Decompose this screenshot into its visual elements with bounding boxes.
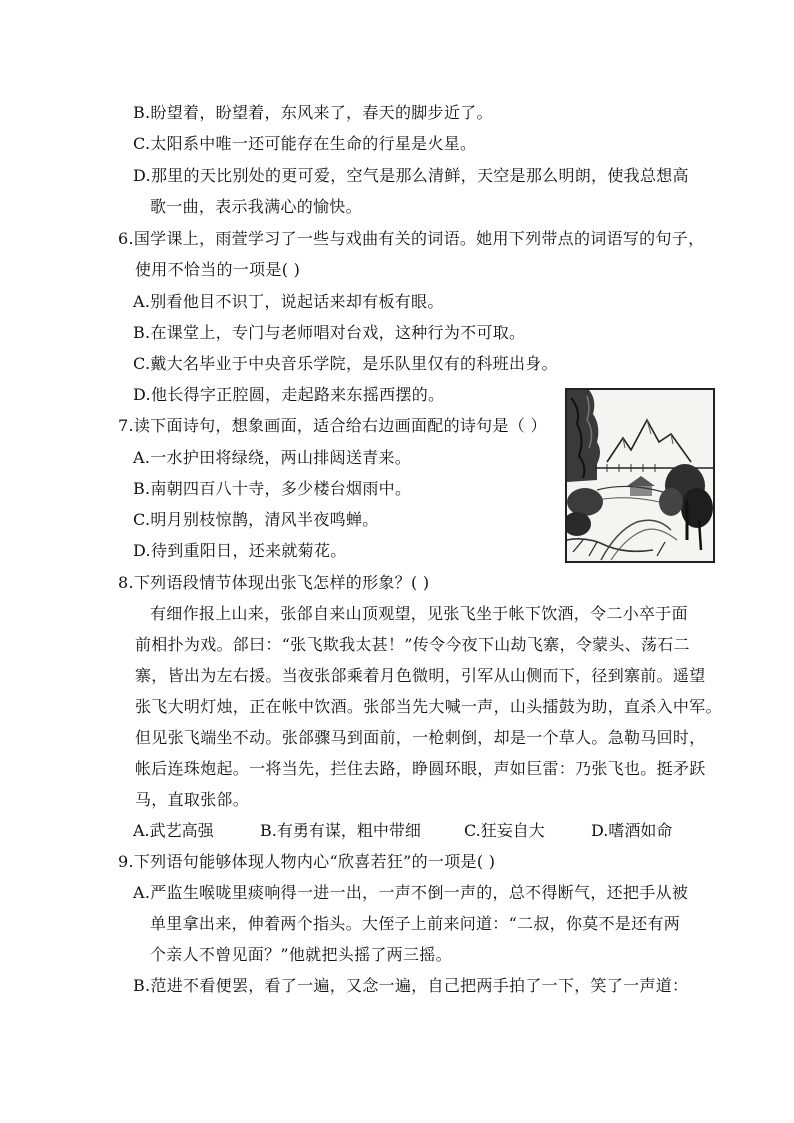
q6-option-c: C.戴大名毕业于中央音乐学院，是乐队里仅有的科班出身。 bbox=[133, 354, 558, 373]
q8-option-c: C.狂妄自大 bbox=[464, 821, 545, 840]
q9-option-a-line3: 个亲人不曾见面？”他就把头摇了两三摇。 bbox=[150, 945, 452, 964]
q8-stem: 8.下列语段情节体现出张飞怎样的形象？( ) bbox=[118, 573, 430, 592]
q8-passage-line7: 马，直取张郃。 bbox=[135, 790, 250, 809]
landscape-painting-svg bbox=[567, 390, 713, 561]
q7-option-b: B.南朝四百八十寺，多少楼台烟雨中。 bbox=[133, 479, 412, 498]
q8-passage-line4: 张飞大明灯烛，正在帐中饮酒。张郃当先大喊一声，山头擂鼓为助，直杀入中军。 bbox=[135, 697, 722, 716]
q8-passage-line5: 但见张飞端坐不动。张郃骤马到面前，一枪刺倒，却是一个草人。急勒马回时， bbox=[135, 728, 706, 747]
q7-option-c: C.明月别枝惊鹊，清风半夜鸣蝉。 bbox=[133, 510, 379, 529]
q5-option-c: C.太阳系中唯一还可能存在生命的行星是火星。 bbox=[133, 134, 477, 153]
q8-passage-line3: 寨，皆出为左右援。当夜张郃乘着月色微明，引军从山侧而下，径到寨前。遥望 bbox=[135, 666, 706, 685]
q6-stem-line2: 使用不恰当的一项是( ) bbox=[135, 260, 301, 279]
q8-option-a: A.武艺高强 bbox=[133, 821, 214, 840]
q7-option-a: A.一水护田将绿绕，两山排闼送青来。 bbox=[133, 448, 412, 467]
q9-option-a-line1: A.严监生喉咙里痰响得一进一出，一声不倒一声的，总不得断气，还把手从被 bbox=[133, 883, 689, 902]
q9-option-a-line2: 单里拿出来，伸着两个指头。大侄子上前来问道：“二叔，你莫不是还有两 bbox=[150, 914, 681, 933]
q6-option-b: B.在课堂上，专门与老师唱对台戏，这种行为不可取。 bbox=[133, 323, 526, 342]
q7-option-d: D.待到重阳日，还来就菊花。 bbox=[133, 541, 347, 560]
landscape-painting-icon bbox=[565, 388, 715, 563]
q5-option-b: B.盼望着，盼望着，东风来了，春天的脚步近了。 bbox=[133, 103, 493, 122]
q8-option-b: B.有勇有谋，粗中带细 bbox=[260, 821, 421, 840]
q8-options-row bbox=[133, 821, 678, 843]
q5-option-d-line2: 歌一曲，表示我满心的愉快。 bbox=[150, 197, 362, 216]
q8-passage-line2: 前相扑为戏。郃曰：“张飞欺我太甚！”传令今夜下山劫飞寨，令蒙头、荡石二 bbox=[135, 635, 690, 654]
q8-passage-line6: 帐后连珠炮起。一将当先，拦住去路，睁圆环眼，声如巨雷：乃张飞也。挺矛跃 bbox=[135, 759, 706, 778]
q8-passage-line1: 有细作报上山来，张郃自来山顶观望，见张飞坐于帐下饮酒，令二小卒于面 bbox=[150, 604, 688, 623]
q6-stem-line1: 6.国学课上，雨萱学习了一些与戏曲有关的词语。她用下列带点的词语写的句子， bbox=[118, 229, 705, 248]
q6-option-a: A.别看他目不识丁，说起话来却有板有眼。 bbox=[133, 292, 444, 311]
q7-stem: 7.读下面诗句，想象画面，适合给右边画面配的诗句是（ ） bbox=[118, 416, 547, 435]
q9-stem: 9.下列语句能够体现人物内心“欣喜若狂”的一项是( ) bbox=[118, 852, 496, 871]
q8-option-d: D.嗜酒如命 bbox=[591, 821, 673, 840]
q5-option-d-line1: D.那里的天比别处的更可爱，空气是那么清鲜，天空是那么明朗，使我总想高 bbox=[133, 166, 689, 185]
q9-option-b: B.范进不看便罢，看了一遍，又念一遍，自己把两手拍了一下，笑了一声道： bbox=[133, 976, 689, 995]
q6-option-d: D.他长得字正腔圆，走起路来东摇西摆的。 bbox=[133, 385, 445, 404]
